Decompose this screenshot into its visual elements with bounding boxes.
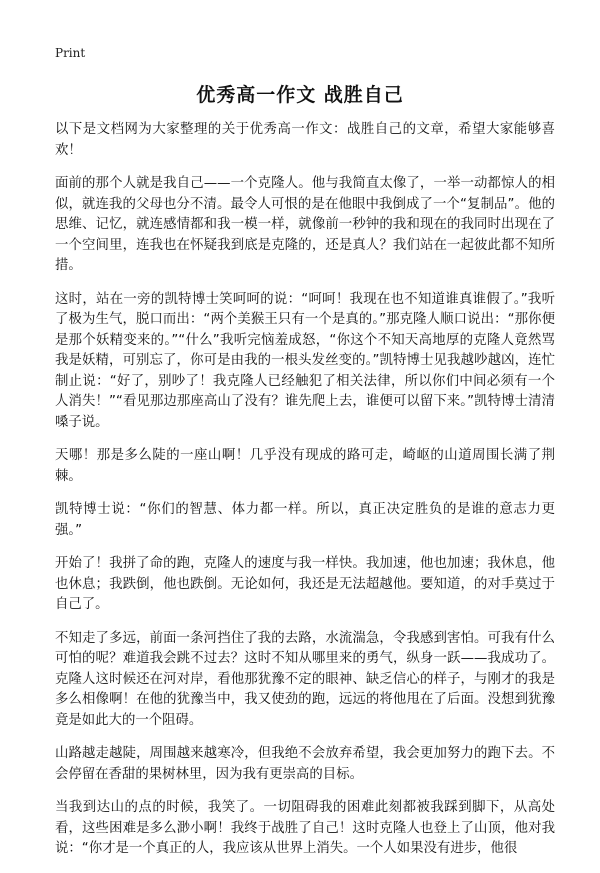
page-title: 优秀高一作文 战胜自己 bbox=[196, 84, 404, 106]
body-paragraph: 开始了！我拼了命的跑，克隆人的速度与我一样快。我加速，他也加速；我休息，他也休息；我跌倒，他也跌倒。无论如何，我还是无法超越他。要知道，的对手莫过于自己了。 bbox=[55, 556, 555, 612]
body-paragraph: 天哪！那是多么陡的一座山啊！几乎没有现成的路可走，崎岖的山道周围长满了荆棘。 bbox=[55, 448, 555, 484]
article-body bbox=[55, 120, 555, 873]
body-paragraph: 山路越走越陡，周围越来越寒冷，但我绝不会放弃希望，我会更加努力的跑下去。不会停留在香甜的果树林里，因为我有更崇高的目标。 bbox=[55, 746, 555, 782]
body-paragraph: 凯特博士说：“你们的智慧、体力都一样。所以，真正决定胜负的是谁的意志力更强。” bbox=[55, 502, 555, 538]
body-paragraph: 不知走了多远，前面一条河挡住了我的去路，水流湍急，令我感到害怕。可我有什么可怕的呢？难道我会跳不过去？这时不知从哪里来的勇气，纵身一跃——我成功了。克隆人这时候还在河对岸，看他那犹豫不定的眼神、缺乏信心的样子，与刚才的我是多么相像啊！在他的犹豫当中，我又使劲的跑，远远的将他甩在了后面。没想到犹豫竟是如此大的一个阻碍。 bbox=[55, 630, 555, 728]
body-paragraph: 这时，站在一旁的凯特博士笑呵呵的说：“呵呵！我现在也不知道谁真谁假了。”我听了极为生气，脱口而出：“两个美猴王只有一个是真的。”那克隆人顺口说出：“那你便是那个妖精变来的。”“什么”我听完恼羞成怒，“你这个不知天高地厚的克隆人竟然骂我是妖精，可别忘了，你可是由我的一根头发丝变的。”凯特博士见我越吵越凶，连忙制止说：“好了，别吵了！我克隆人已经触犯了相关法律，所以你们中间必须有一个人消失！”“看见那边那座高山了没有？谁先爬上去，谁便可以留下来。”凯特博士清清嗓子说。 bbox=[55, 291, 555, 430]
body-paragraph: 面前的那个人就是我自己——一个克隆人。他与我简直太像了，一举一动都惊人的相似，就连我的父母也分不清。最令人可恨的是在他眼中我倒成了一个“复制品”。他的思维、记忆，就连感情都和我一模一样，就像前一秒钟的我和现在的我同时出现在了一个空间里，连我也在怀疑我到底是克隆的，还是真人？我们站在一起彼此都不知所措。 bbox=[55, 176, 555, 273]
print-link[interactable]: Print bbox=[55, 46, 86, 60]
intro-paragraph: 以下是文档网为大家整理的关于优秀高一作文：战胜自己的文章，希望大家能够喜欢！ bbox=[55, 122, 555, 158]
body-paragraph: 当我到达山的点的时候，我笑了。一切阻碍我的困难此刻都被我踩到脚下，从高处看，这些困难是多么渺小啊！我终于战胜了自己！这时克隆人也登上了山顶，他对我说：“你才是一个真正的人，我应该从世界上消失。一个人如果没有进步，他很 bbox=[55, 800, 555, 856]
